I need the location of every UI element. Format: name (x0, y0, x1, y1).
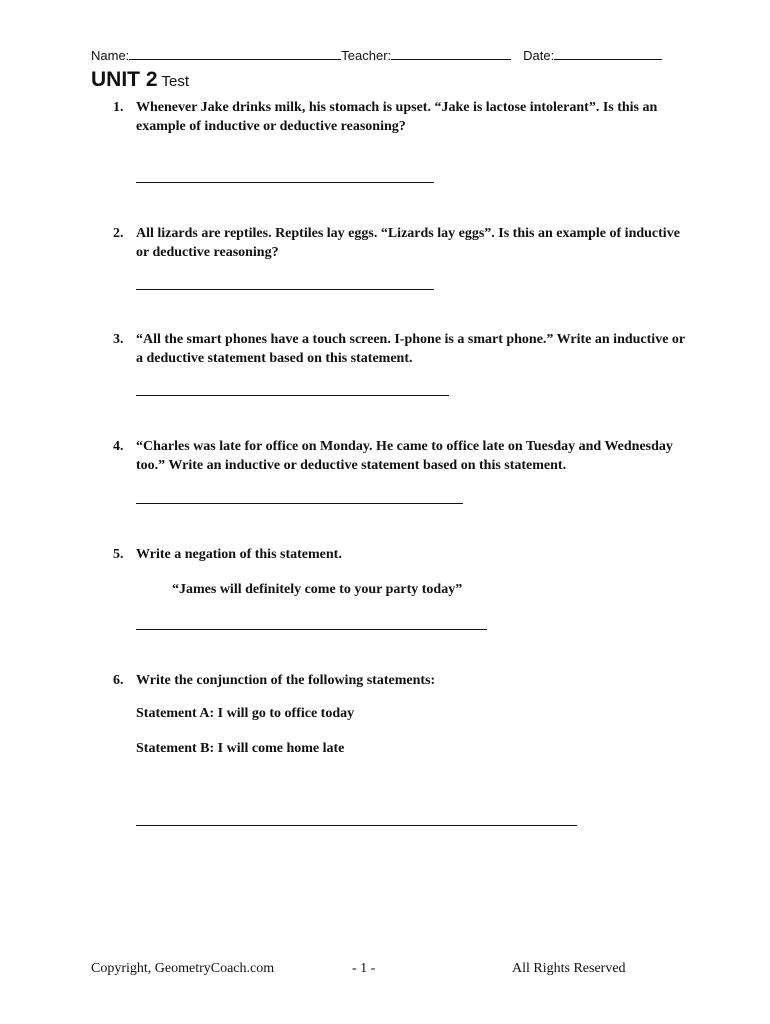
teacher-label: Teacher: (341, 48, 392, 63)
page-title (91, 68, 189, 92)
question-number: 5. (113, 547, 124, 562)
question-4 (113, 437, 688, 475)
question-number: 6. (113, 673, 124, 688)
teacher-field[interactable] (391, 47, 511, 60)
footer-copyright: Copyright, GeometryCoach.com (91, 961, 275, 976)
page-number: - 1 - (352, 961, 376, 976)
question-text: Whenever Jake drinks milk, his stomach is upset. “Jake is lactose intolerant”. Is this an example of inductive or deductive reasoning? (136, 100, 658, 134)
question-1 (113, 98, 688, 136)
answer-line-1[interactable] (136, 182, 434, 183)
quoted-statement: “James will definitely come to your party today” (172, 582, 463, 597)
question-2 (113, 224, 688, 262)
question-number: 3. (113, 332, 124, 347)
unit-title: UNIT 2 (91, 68, 158, 91)
question-number: 2. (113, 226, 124, 241)
name-field[interactable] (129, 47, 341, 60)
question-text: “All the smart phones have a touch screen. I-phone is a smart phone.” Write an inductive or a deductive statement based on this statement. (136, 332, 685, 366)
date-label: Date: (523, 48, 555, 63)
question-number: 1. (113, 100, 124, 115)
question-number: 4. (113, 439, 124, 454)
header-row (91, 47, 662, 63)
statement-a: Statement A: I will go to office today (136, 706, 355, 721)
question-text: Write a negation of this statement. (136, 547, 342, 562)
question-6 (113, 671, 688, 690)
question-text: All lizards are reptiles. Reptiles lay eggs. “Lizards lay eggs”. Is this an example of inductive or deductive reasoning? (136, 226, 680, 260)
answer-line-4[interactable] (136, 503, 463, 504)
question-text: “Charles was late for office on Monday. He came to office late on Tuesday and Wednesday too.” Write an inductive or deductive statement based on this statement. (136, 439, 673, 473)
answer-line-5[interactable] (136, 629, 487, 630)
statement-b: Statement B: I will come home late (136, 741, 345, 756)
answer-line-2[interactable] (136, 289, 434, 290)
question-5 (113, 545, 688, 564)
test-label: Test (161, 73, 190, 90)
name-label: Name: (91, 48, 130, 63)
answer-line-3[interactable] (136, 395, 449, 396)
question-3 (113, 330, 688, 368)
answer-line-6[interactable] (136, 825, 577, 826)
footer-rights: All Rights Reserved (512, 961, 626, 976)
date-field[interactable] (554, 47, 662, 60)
question-text: Write the conjunction of the following statements: (136, 673, 436, 688)
